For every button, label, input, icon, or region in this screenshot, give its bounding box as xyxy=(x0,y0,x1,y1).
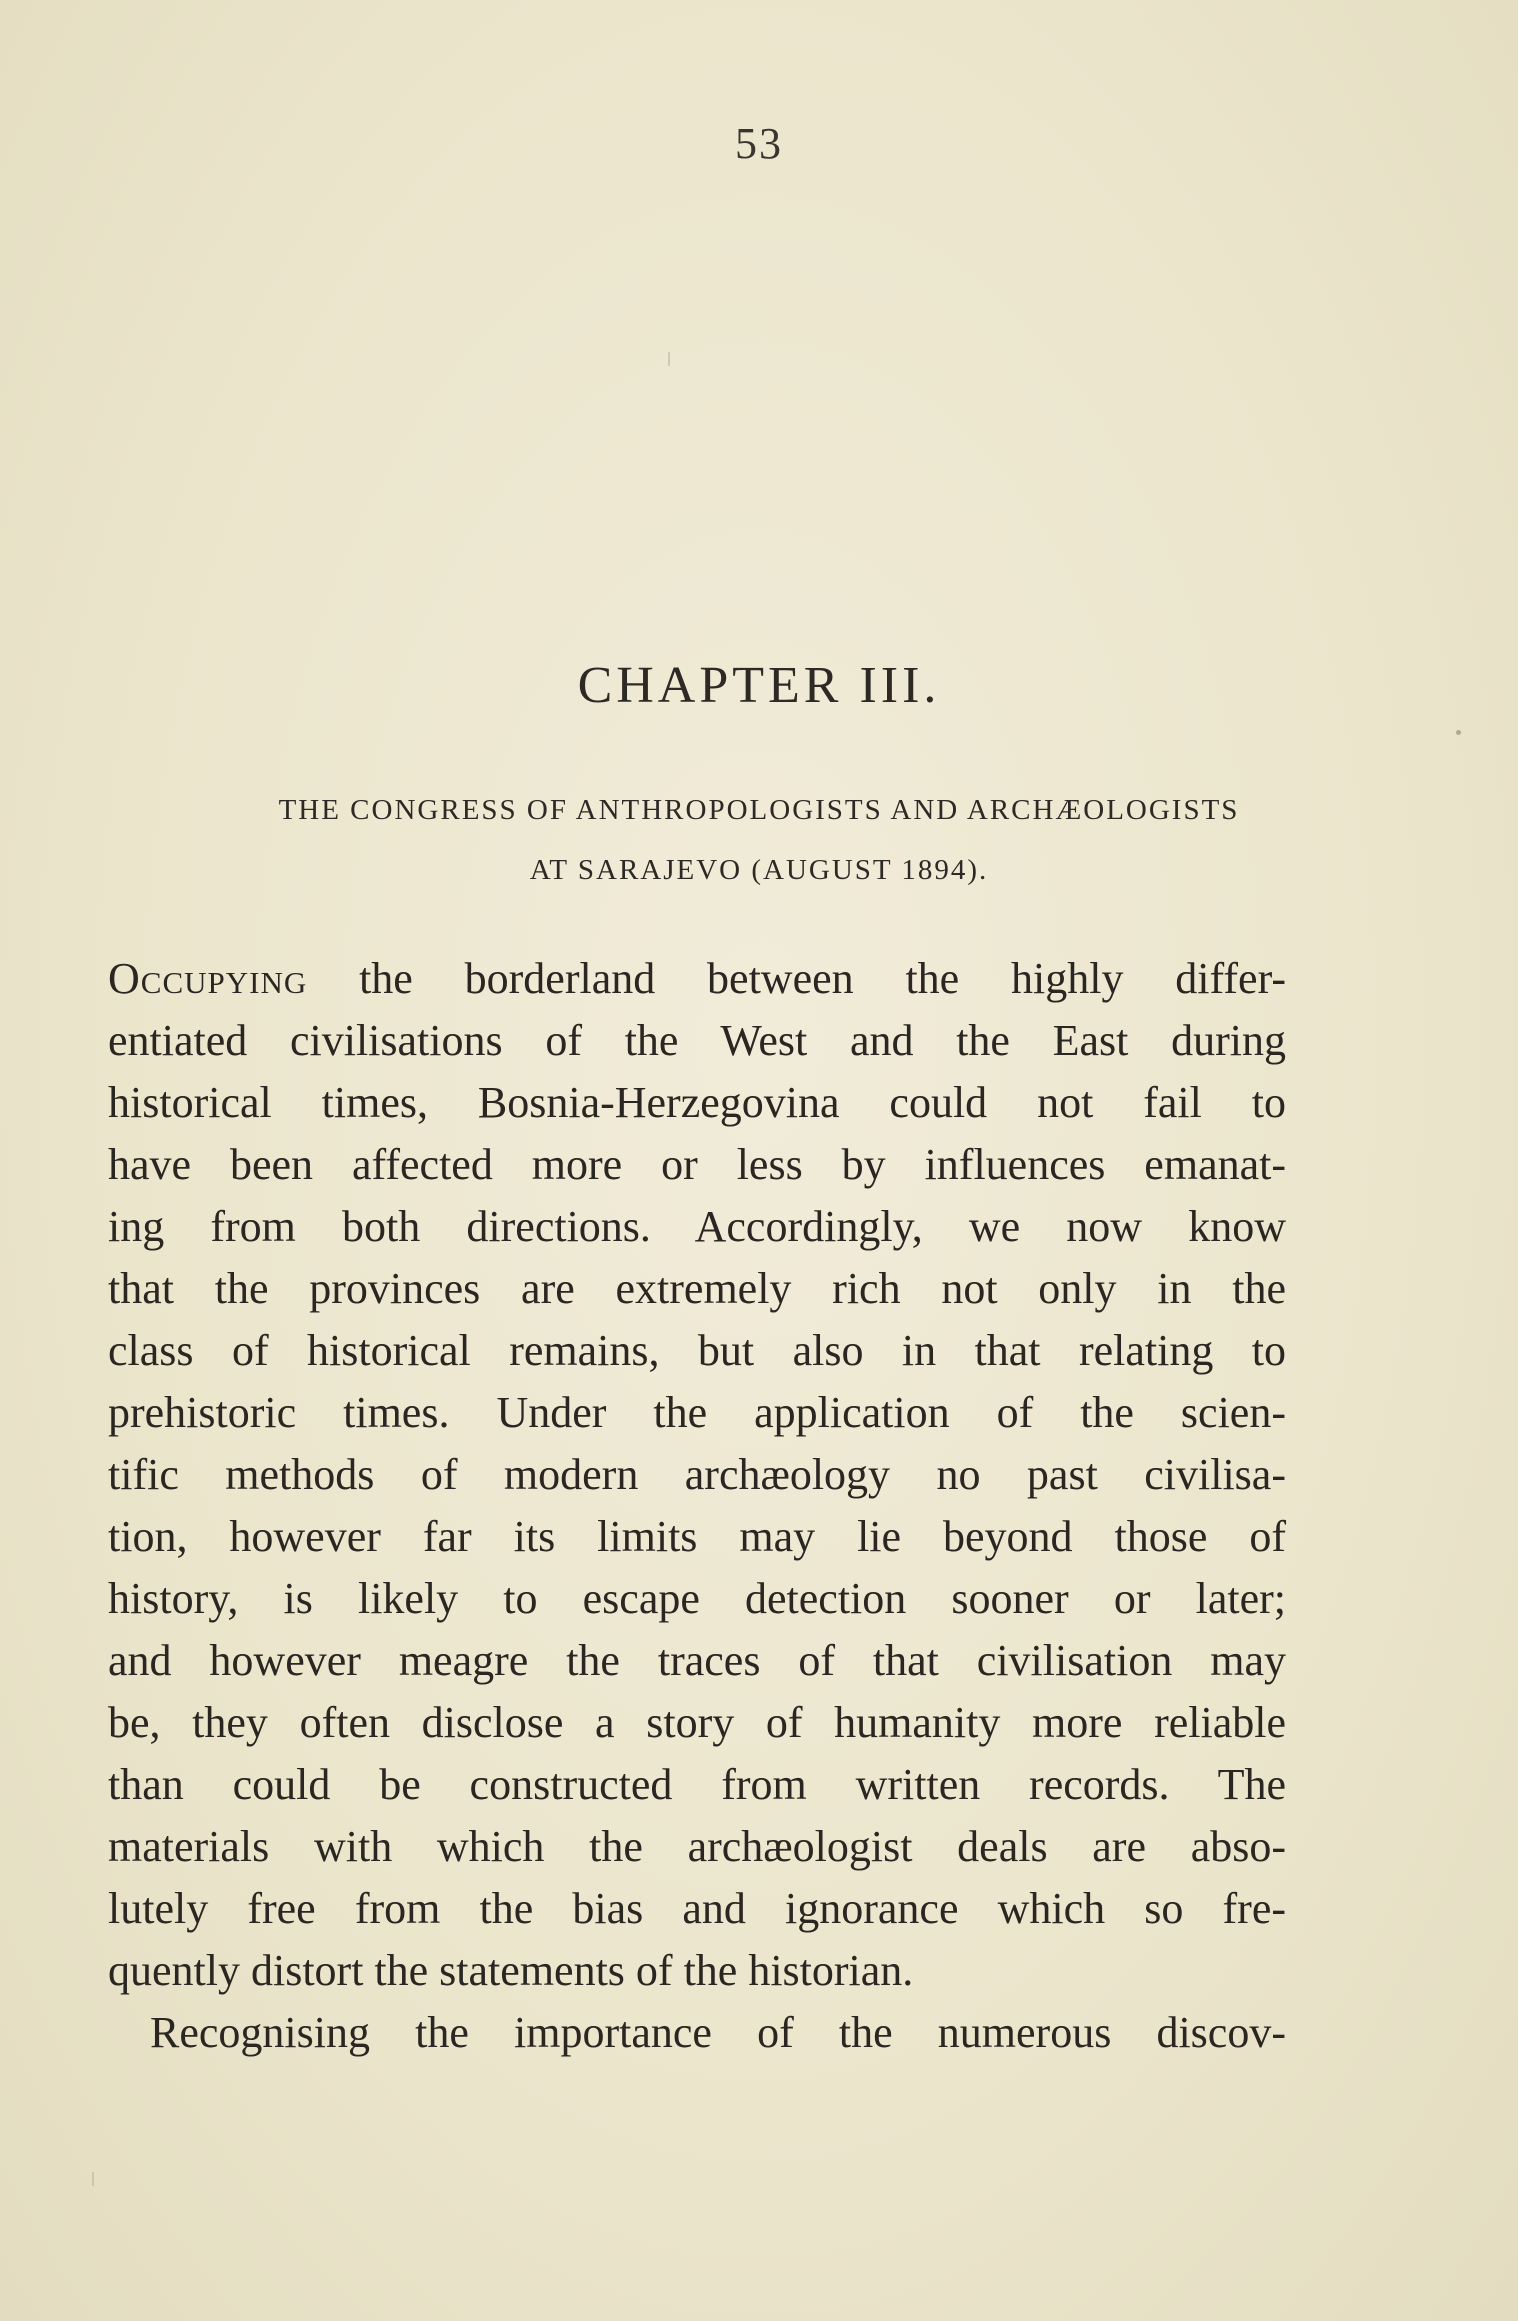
body-line: quently distort the statements of the historian. xyxy=(108,1946,914,1995)
body-line: lutely free from the bias and ignorance which so fre- xyxy=(108,1884,1286,1933)
body-line: than could be constructed from written records. The xyxy=(108,1760,1286,1809)
chapter-subtitle-line-1: THE CONGRESS OF ANTHROPOLOGISTS AND ARCHÆOLOGISTS xyxy=(278,794,1240,826)
body-line: that the provinces are extremely rich not only in the xyxy=(108,1264,1286,1313)
opening-word: Occupying xyxy=(108,954,308,1003)
body-line-text: the borderland between the highly differ- xyxy=(307,954,1286,1003)
body-line: have been affected more or less by influences emanat- xyxy=(108,1140,1286,1189)
chapter-subtitle-line-2: AT SARAJEVO (AUGUST 1894). xyxy=(529,854,989,886)
body-text xyxy=(108,948,1286,2064)
body-line: and however meagre the traces of that civilisation may xyxy=(108,1636,1286,1685)
paper-blemish xyxy=(1456,730,1461,735)
body-line: be, they often disclose a story of humanity more reliable xyxy=(108,1698,1286,1747)
body-line: historical times, Bosnia-Herzegovina could not fail to xyxy=(108,1078,1286,1127)
body-line: prehistoric times. Under the application of the scien- xyxy=(108,1388,1286,1437)
body-line: entiated civilisations of the West and the East during xyxy=(108,1016,1286,1065)
body-line: history, is likely to escape detection sooner or later; xyxy=(108,1574,1286,1623)
body-line xyxy=(108,948,1286,1010)
chapter-title: CHAPTER III. xyxy=(577,657,941,714)
body-line: tion, however far its limits may lie beyond those of xyxy=(108,1512,1286,1561)
paper-speck xyxy=(92,2172,94,2186)
page-number: 53 xyxy=(735,119,783,168)
body-line: tific methods of modern archæology no past civilisa- xyxy=(108,1450,1286,1499)
body-line: class of historical remains, but also in that relating to xyxy=(108,1326,1286,1375)
body-line: ing from both directions. Accordingly, we now know xyxy=(108,1202,1286,1251)
body-line: Recognising the importance of the numerous discov- xyxy=(150,2008,1286,2057)
paper-speck xyxy=(668,352,670,366)
body-line: materials with which the archæologist deals are abso- xyxy=(108,1822,1286,1871)
